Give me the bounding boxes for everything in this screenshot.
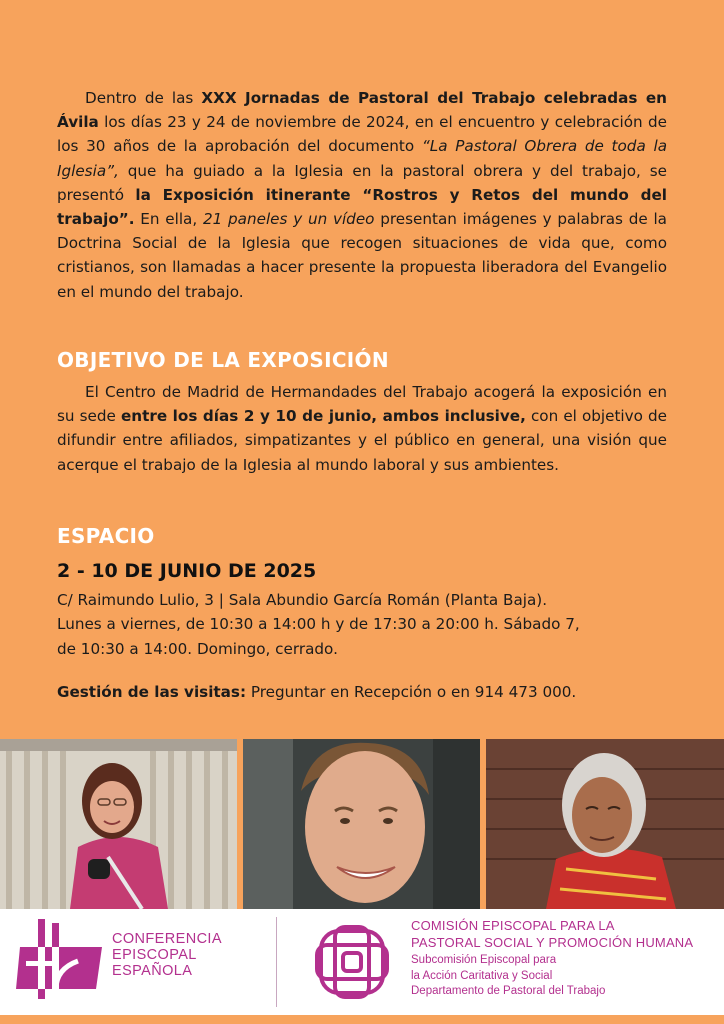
espacio-dates: 2 - 10 DE JUNIO DE 2025 xyxy=(57,560,317,582)
footer-divider xyxy=(276,917,277,1007)
objetivo-text: El Centro de Madrid de Hermandades del Trabajo acogerá la exposición en su sede xyxy=(57,383,667,426)
cee-line: EPISCOPAL xyxy=(112,947,197,963)
objetivo-text: con el objetivo de difundir entre afiliados, simpatizantes y el público en general, una visión que acerque el trabajo de la Iglesia al mundo laboral y sus ambientes. xyxy=(57,407,668,474)
intro-bold-exposicion: la Exposición itinerante “Rostros y Retos del mundo del trabajo”. xyxy=(57,185,667,229)
cee-line: CONFERENCIA xyxy=(112,931,222,947)
objetivo-heading: OBJETIVO DE LA EXPOSICIÓN xyxy=(57,348,389,372)
cross-logo-icon xyxy=(16,919,106,1003)
bottom-strip xyxy=(0,1015,724,1024)
espacio-hours-line2: de 10:30 a 14:00. Domingo, cerrado. xyxy=(57,639,338,658)
intro-text: En ella, xyxy=(134,210,203,229)
photo-worker-woman xyxy=(0,739,237,909)
gestion-label: Gestión de las visitas: xyxy=(57,683,247,701)
espacio-hours-line1: Lunes a viernes, de 10:30 a 14:00 h y de 17:30 a 20:00 h. Sábado 7, xyxy=(57,615,580,634)
intro-paragraph xyxy=(57,86,667,304)
intro-text: los días 23 y 24 de noviembre de 2024, en el encuentro y celebración de los 30 años de la aprobación del documento xyxy=(57,113,667,156)
comision-text xyxy=(411,917,693,1000)
comision-line1: COMISIÓN EPISCOPAL PARA LA xyxy=(411,918,615,933)
intro-text: Dentro de las xyxy=(85,89,202,107)
gestion-visitas xyxy=(57,683,576,701)
celtic-knot-icon xyxy=(315,925,389,1003)
intro-text: presentan imágenes y palabras de la Doctrina Social de la Iglesia que recogen situaciones de vida que, como cristianos, son llamadas a hacer presente la propuesta liberadora del Evangelio en el mundo del trabajo. xyxy=(57,210,667,301)
intro-italic-paneles: 21 paneles y un vídeo xyxy=(202,210,375,229)
intro-bold-jornadas: XXX Jornadas de Pastoral del Trabajo celebradas en Ávila xyxy=(57,89,667,132)
objetivo-bold-dates: entre los días 2 y 10 de junio, ambos inclusive, xyxy=(120,407,526,426)
subcomision-line1: Subcomisión Episcopal para xyxy=(411,954,557,966)
cee-line: ESPAÑOLA xyxy=(112,963,193,979)
subcomision-line2: la Acción Caritativa y Social xyxy=(411,969,553,982)
espacio-address: C/ Raimundo Lulio, 3 | Sala Abundio García Román (Planta Baja). xyxy=(57,591,548,609)
photo-elderly-woman xyxy=(486,739,724,909)
footer-logos xyxy=(0,909,724,1015)
comision-line2: PASTORAL SOCIAL Y PROMOCIÓN HUMANA xyxy=(411,935,694,950)
gestion-text: Preguntar en Recepción o en 914 473 000. xyxy=(246,683,577,701)
photo-young-man xyxy=(243,739,480,909)
intro-text: que ha guiado a la Iglesia en la pastoral obrera y del trabajo, se presentó xyxy=(57,161,667,204)
cee-name xyxy=(112,931,222,979)
photo-strip xyxy=(0,739,724,909)
espacio-heading: ESPACIO xyxy=(57,524,155,548)
objetivo-paragraph xyxy=(57,380,667,477)
departamento-line: Departamento de Pastoral del Trabajo xyxy=(411,985,606,997)
intro-italic-document: “La Pastoral Obrera de toda la Iglesia”, xyxy=(57,137,667,180)
espacio-details xyxy=(57,588,677,661)
